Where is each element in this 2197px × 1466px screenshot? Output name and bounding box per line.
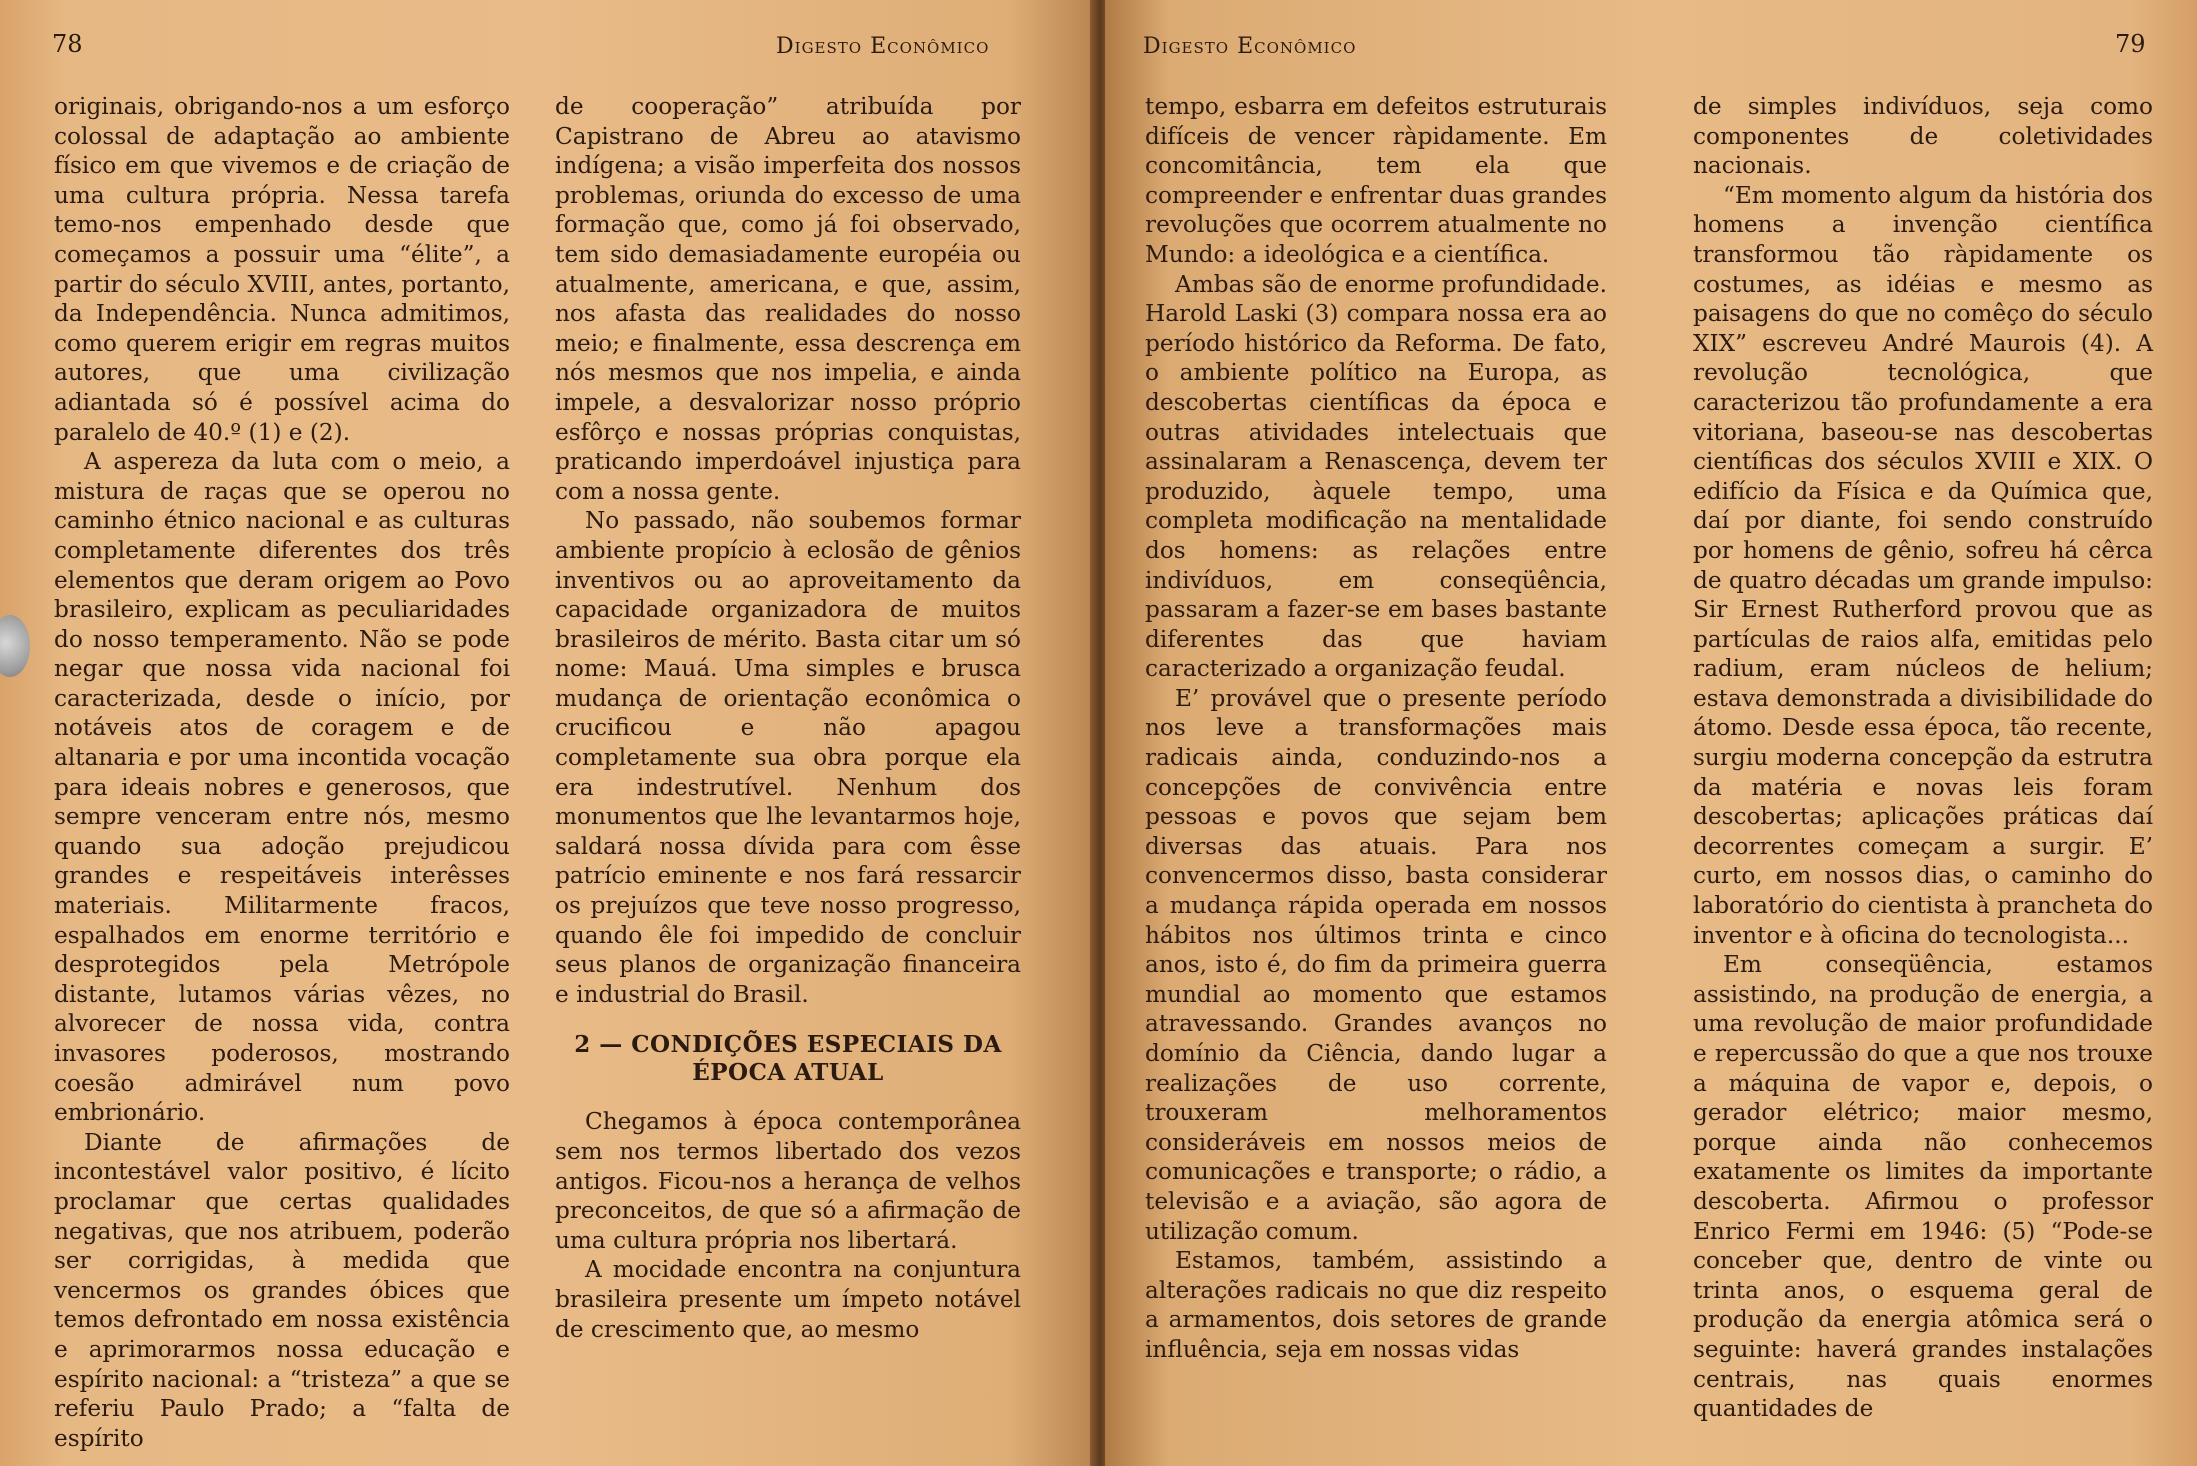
section-heading-line-2: ÉPOCA ATUAL [692,1059,884,1087]
section-heading [555,1031,1021,1087]
right-column-2 [1693,92,2153,1424]
right-column-1 [1145,92,1607,1365]
paragraph: Estamos, também, assistindo a alterações radicais no que diz respeito a armamentos, dois setores de grande influência, seja em nossas vidas [1145,1247,1607,1363]
paragraph: Em conseqüência, estamos assistindo, na produção de energia, a uma revolução de maior profundidade e repercussão do que a que nos trouxe a máquina de vapor e, depois, o gerador elétrico; maior mesmo, porque ainda não conhecemos exatamente os limites da importante descoberta. Afirmou o professor Enrico Fermi em 1946: (5) “Pode-se conceber que, dentro de vinte ou trinta anos, o esquema geral de produção da energia atômica será o seguinte: haverá grandes instalações centrais, nas quais enormes quantidades de [1693,951,2153,1423]
paragraph: “Em momento algum da história dos homens a invenção científica transformou tão ràpidamente os costumes, as idéias e mesmo as paisagens do que no comêço do século XIX” escreveu André Maurois (4). A revolução tecnológica, que caracterizou tão profundamente a era vitoriana, baseou-se nas descobertas científicas dos séculos XVIII e XIX. O edifício da Física e da Química que, daí por diante, foi sendo construído por homens de gênio, sofreu há cêrca de quatro décadas um grande impulso: Sir Ernest Rutherford provou que as partículas de raios alfa, emitidas pelo radium, eram núcleos de helium; estava demonstrada a divisibilidade do átomo. Desde essa época, tão recente, surgiu moderna concepção da estrutra da matéria e novas leis foram descobertas; aplicações práticas daí decorrentes começam a surgir. E’ curto, em nossos dias, o caminho do laboratório do cientista à prancheta do inventor e à oficina do tecnologista... [1693,181,2153,949]
section-heading-line-1: 2 — CONDIÇÕES ESPECIAIS DA [574,1031,1002,1059]
paragraph: Diante de afirmações de incontestável valor positivo, é lícito proclamar que certas qualidades negativas, que nos atribuem, poderão ser corrigidas, à medida que vencermos os grandes óbices que temos defrontado em nossa existência e aprimorarmos nossa educação e espírito nacional: a “tristeza” a que se referiu Paulo Prado; a “falta de espírito [54,1128,510,1452]
paragraph: de cooperação” atribuída por Capistrano de Abreu ao atavismo indígena; a visão imperfeita dos nossos problemas, oriunda do excesso de uma formação que, como já foi observado, tem sido demasiadamente européia ou atualmente, americana, e que, assim, nos afasta das realidades do nosso meio; e finalmente, essa descrença em nós mesmos que nos impelia, e ainda impele, a desvalorizar nosso próprio esfôrço e nossas próprias conquistas, praticando imperdoável injustiça para com a nossa gente. [555,93,1021,505]
paragraph: E’ provável que o presente período nos leve a transformações mais radicais ainda, conduzindo-nos a concepções de convivência entre pessoas e povos que sejam bem diversas das atuais. Para nos convencermos disso, basta considerar a mudança rápida operada em nossos hábitos nos últimos trinta e cinco anos, isto é, do fim da primeira guerra mundial ao momento que estamos atravessando. Grandes avanços no domínio da Ciência, dando lugar a realizações de uso corrente, trouxeram melhoramentos consideráveis em nossos meios de comunicações e transporte; o rádio, a televisão e a aviação, são agora de utilização comum. [1145,684,1607,1245]
page-number: 78 [52,30,83,58]
page-number: 79 [2115,30,2146,58]
left-column-2 [555,92,1021,1344]
right-page [1105,0,2197,1466]
paragraph: Ambas são de enorme profundidade. Harold Laski (3) compara nossa era ao período histórico da Reforma. De fato, o ambiente político na Europa, as descobertas científicas da época e outras atividades intelectuais que assinalaram a Renascença, devem ter produzido, àquele tempo, uma completa modificação na mentalidade dos homens: as relações entre indivíduos, em conseqüência, passaram a fazer-se em bases bastante diferentes das que haviam caracterizado a organização feudal. [1145,270,1607,683]
paragraph: originais, obrigando-nos a um esforço colossal de adaptação ao ambiente físico em que vivemos e de criação de uma cultura própria. Nessa tarefa temo-nos empenhado desde que começamos a possuir uma “élite”, a partir do século XVIII, antes, portanto, da Independência. Nunca admitimos, como querem erigir em regras muitos autores, que uma civilização adiantada só é possível acima do paralelo de 40.º (1) e (2). [54,93,510,446]
paragraph: tempo, esbarra em defeitos estruturais difíceis de vencer ràpidamente. Em concomitância, tem ela que compreender e enfrentar duas grandes revoluções que ocorrem atualmente no Mundo: a ideológica e a científica. [1145,93,1607,268]
running-head: Digesto Econômico [776,34,990,59]
left-page [0,0,1095,1466]
binding-hole [0,615,30,677]
paragraph: No passado, não soubemos formar ambiente propício à eclosão de gênios inventivos ou ao aproveitamento da capacidade organizadora de muitos brasileiros de mérito. Basta citar um só nome: Mauá. Uma simples e brusca mudança de orientação econômica o crucificou e não apagou completamente sua obra porque ela era indestrutível. Nenhum dos monumentos que lhe levantarmos hoje, saldará nossa dívida para com êsse patrício eminente e nos fará ressarcir os prejuízos que teve nosso progresso, quando êle foi impedido de concluir seus planos de organização financeira e industrial do Brasil. [555,507,1021,1008]
paragraph: Chegamos à época contemporânea sem nos termos libertado dos vezos antigos. Ficou-nos a herança de velhos preconceitos, de que só a afirmação de uma cultura própria nos libertará. [555,1108,1021,1254]
running-head: Digesto Econômico [1143,34,1357,59]
paragraph: A mocidade encontra na conjuntura brasileira presente um ímpeto notável de crescimento que, ao mesmo [555,1256,1021,1343]
left-column-1 [54,92,510,1453]
paragraph: A aspereza da luta com o meio, a mistura de raças que se operou no caminho étnico nacional e as culturas completamente diferentes dos três elementos que deram origem ao Povo brasileiro, explicam as peculiaridades do nosso temperamento. Não se pode negar que nossa vida nacional foi caracterizada, desde o início, por notáveis atos de coragem e de altanaria e por uma incontida vocação para ideais nobres e generosos, que sempre venceram entre nós, mesmo quando sua adoção prejudicou grandes e respeitáveis interêsses materiais. Militarmente fracos, espalhados em enorme território e desprotegidos pela Metrópole distante, lutamos várias vêzes, no alvorecer de nossa vida, contra invasores poderosos, mostrando coesão admirável num povo embrionário. [54,448,510,1127]
paragraph: de simples indivíduos, seja como componentes de coletividades nacionais. [1693,93,2153,180]
